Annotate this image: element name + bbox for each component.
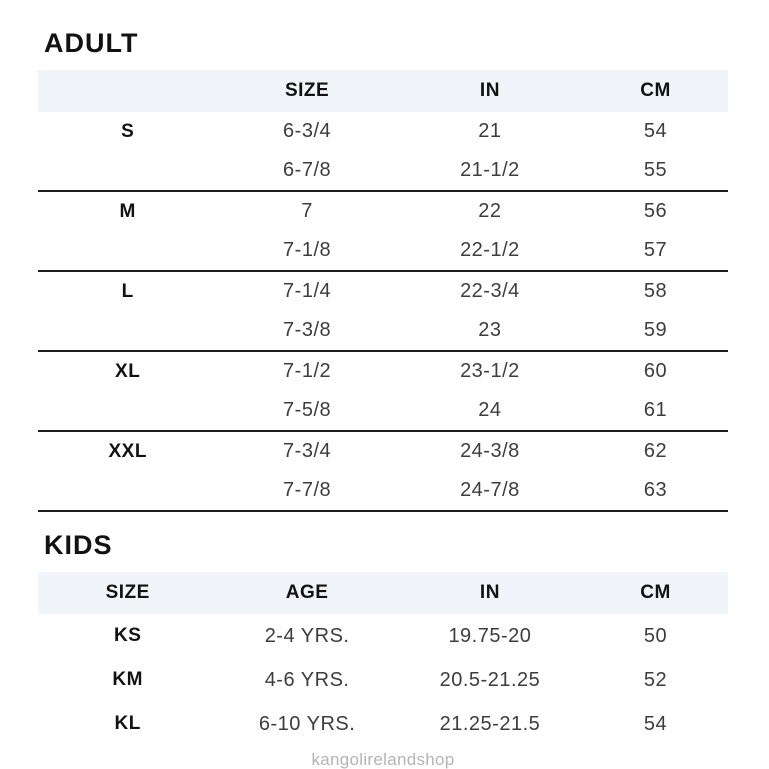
table-row (38, 471, 728, 510)
hat-size-value: 7-1/8 (283, 239, 332, 261)
size-label: KS (113, 625, 142, 646)
hat-size-value: 7-7/8 (283, 479, 332, 501)
kids-column-header-cm: CM (640, 582, 671, 603)
inches-value: 20.5-21.25 (439, 668, 541, 691)
inches-value: 19.75-20 (448, 624, 532, 647)
size-label: KM (112, 669, 143, 690)
inches-value: 22 (478, 200, 502, 222)
adult-section (38, 30, 728, 512)
adult-table-header-row (38, 70, 728, 112)
cm-value: 61 (643, 399, 668, 421)
size-label: S (121, 120, 135, 142)
adult-size-group-m (38, 192, 728, 272)
hat-size-value: 7-5/8 (283, 399, 332, 421)
table-row (38, 391, 728, 430)
adult-column-header-in: IN (479, 80, 500, 101)
inches-value: 24 (478, 399, 502, 421)
cm-value: 60 (643, 360, 668, 382)
cm-value: 52 (643, 668, 668, 691)
size-label: L (121, 280, 134, 302)
table-row (38, 112, 728, 151)
hat-size-value: 7-1/2 (283, 360, 332, 382)
inches-value: 23-1/2 (460, 360, 520, 382)
table-row (38, 432, 728, 471)
table-row (38, 231, 728, 270)
size-label: M (119, 200, 136, 222)
kids-size-table (38, 572, 728, 746)
adult-size-group-s (38, 112, 728, 192)
hat-size-value: 7-3/8 (283, 319, 332, 341)
cm-value: 63 (643, 479, 668, 501)
hat-size-value: 7-1/4 (283, 280, 332, 302)
adult-size-group-l (38, 272, 728, 352)
age-value: 4-6 YRS. (264, 668, 350, 691)
inches-value: 23 (478, 319, 502, 341)
hat-size-value: 7 (301, 200, 313, 222)
cm-value: 55 (643, 159, 668, 181)
hat-size-value: 7-3/4 (283, 440, 332, 462)
inches-value: 24-3/8 (460, 440, 520, 462)
table-row (38, 151, 728, 190)
adult-size-group-xxl (38, 432, 728, 512)
inches-value: 22-1/2 (460, 239, 520, 261)
cm-value: 58 (643, 280, 668, 302)
hat-size-value: 6-3/4 (283, 120, 332, 142)
inches-value: 22-3/4 (460, 280, 520, 302)
cm-value: 57 (643, 239, 668, 261)
adult-section-title: ADULT (44, 28, 139, 58)
inches-value: 21.25-21.5 (439, 712, 541, 735)
size-label: XL (115, 360, 141, 382)
cm-value: 54 (643, 712, 668, 735)
kids-column-header-in: IN (479, 582, 500, 603)
cm-value: 50 (643, 624, 668, 647)
kids-section (38, 532, 728, 746)
kids-column-header-age: AGE (285, 582, 329, 603)
age-value: 6-10 YRS. (258, 712, 356, 735)
cm-value: 59 (643, 319, 668, 341)
adult-column-header-cm: CM (640, 80, 671, 101)
table-row (38, 192, 728, 231)
cm-value: 54 (643, 120, 668, 142)
inches-value: 21 (478, 120, 502, 142)
kids-section-title: KIDS (44, 530, 113, 560)
adult-column-header-size: SIZE (284, 80, 330, 101)
table-row (38, 272, 728, 311)
size-label: KL (114, 713, 141, 734)
watermark-text: kangolirelandshop (311, 750, 455, 769)
inches-value: 24-7/8 (460, 479, 520, 501)
table-row (38, 352, 728, 391)
size-label: XXL (108, 440, 147, 462)
table-row (38, 311, 728, 350)
adult-size-table (38, 70, 728, 512)
table-row (38, 702, 728, 746)
cm-value: 62 (643, 440, 668, 462)
kids-table-header-row (38, 572, 728, 614)
inches-value: 21-1/2 (460, 159, 520, 181)
age-value: 2-4 YRS. (264, 624, 350, 647)
cm-value: 56 (643, 200, 668, 222)
kids-column-header-size: SIZE (105, 582, 150, 603)
adult-size-group-xl (38, 352, 728, 432)
hat-size-value: 6-7/8 (283, 159, 332, 181)
table-row (38, 658, 728, 702)
table-row (38, 614, 728, 658)
